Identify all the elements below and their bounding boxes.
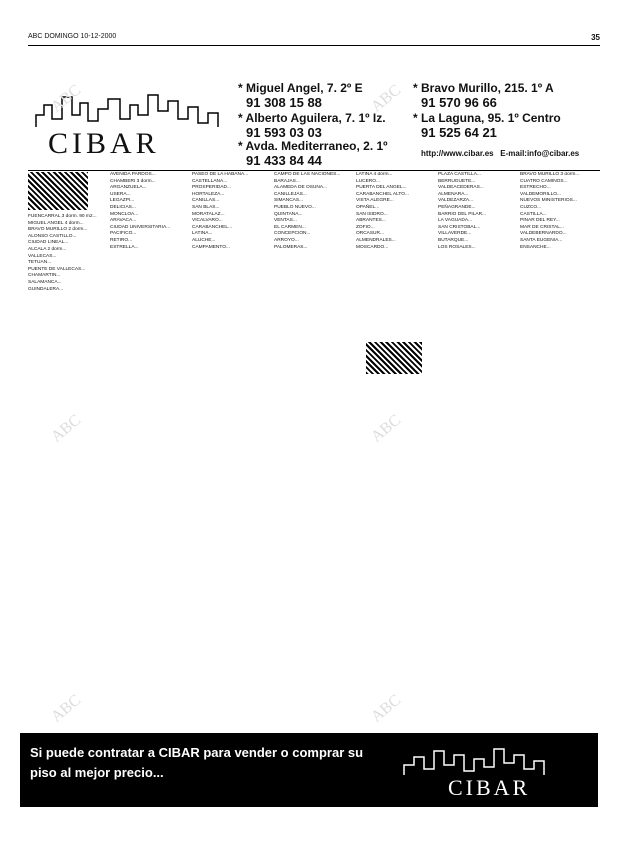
email-link[interactable]: E-mail:info@cibar.es <box>500 149 580 158</box>
classified-entry: ARAVACA... <box>110 218 137 224</box>
classified-entry: SAN BLAS... <box>192 204 220 210</box>
classified-entry: VALDEZARZA... <box>438 198 474 204</box>
classified-column <box>438 172 516 732</box>
classified-entry: CANILLAS... <box>192 198 220 204</box>
website-link[interactable]: http://www.cibar.es <box>421 149 494 158</box>
classified-entry: SAN ISIDRO... <box>356 211 388 217</box>
classified-entry: SANTA EUGENIA... <box>520 237 563 243</box>
classified-entry: PUENTE DE VALLECAS... <box>28 266 86 272</box>
classified-entry: PLAZA CASTILLA... <box>438 172 481 177</box>
classified-entry: MOSCARDO... <box>356 244 389 250</box>
cibar-banner <box>20 733 598 807</box>
web-contact <box>421 149 579 158</box>
classified-entry: ESTRELLA... <box>110 244 139 250</box>
classified-entry: MONCLOA... <box>110 211 139 217</box>
classified-entry: ALUCHE... <box>192 237 216 243</box>
classified-entry: LOS ROSALES... <box>438 244 476 250</box>
classified-entry: GUINDALERA... <box>28 286 64 292</box>
address-phone: 91 525 64 21 <box>421 125 497 140</box>
classified-entry: LUCERO... <box>356 178 380 184</box>
address-2 <box>238 111 386 140</box>
classified-entry: PALOMERAS... <box>274 244 308 250</box>
logo-text: CIBAR <box>48 127 160 160</box>
address-name: * Bravo Murillo, 215. 1º A <box>413 81 554 95</box>
classified-entry: CUATRO CAMINOS... <box>520 178 568 184</box>
classified-entry: VICALVARO... <box>192 218 223 224</box>
classified-entry: SAN CRISTOBAL... <box>438 224 481 230</box>
classified-entry: QUINTANA... <box>274 211 303 217</box>
address-name: * Miguel Angel, 7. 2º E <box>238 81 363 95</box>
classified-entry: PROSPERIDAD... <box>192 185 231 191</box>
address-3 <box>238 139 388 168</box>
classified-entry: PASEO DE LA HABANA... <box>192 172 249 177</box>
classified-entry: PINAR DEL REY... <box>520 218 560 224</box>
classified-column <box>356 172 434 732</box>
classified-entry: VISTA ALEGRE... <box>356 198 394 204</box>
classified-entry: FUENCARRAL 3 dorm. 90 m2... <box>28 214 97 219</box>
address-1 <box>238 81 363 110</box>
cibar-logo <box>28 75 233 169</box>
classified-entry: SIMANCAS... <box>274 198 304 204</box>
classified-entry: ENSANCHE... <box>520 244 551 250</box>
address-phone: 91 433 84 44 <box>246 153 322 168</box>
classified-column <box>274 172 352 732</box>
classified-entry: CAMPO DE LAS NACIONES... <box>274 172 341 177</box>
header-date: ABC DOMINGO 10-12-2000 <box>28 33 117 40</box>
address-phone: 91 593 03 03 <box>246 125 322 140</box>
classified-entry: PEÑAGRANDE... <box>438 204 476 210</box>
classified-column <box>28 172 106 732</box>
classified-entry: LA VAGUADA... <box>438 218 473 224</box>
classified-entry: ALMENDRALES... <box>356 237 396 243</box>
address-5 <box>413 111 561 140</box>
classified-entry: TETUAN... <box>28 260 52 266</box>
classified-entry: ALONSO CASTILLO... <box>28 233 77 239</box>
classified-entry: CONCEPCION... <box>274 231 311 237</box>
classified-entry: ALCALA 2 dorm... <box>28 246 67 252</box>
classified-entry: MORATALAZ... <box>192 211 225 217</box>
classified-entry: MIGUEL ANGEL 4 dorm... <box>28 220 84 226</box>
classified-entry: ESTRECHO... <box>520 185 551 191</box>
abc-watermark: ABC <box>368 81 405 116</box>
page-header <box>28 33 600 45</box>
classified-entry: CARABANCHEL ALTO... <box>356 191 409 197</box>
abc-watermark: ABC <box>368 411 405 446</box>
classified-entry: PUEBLO NUEVO... <box>274 204 316 210</box>
classified-entry: HORTALEZA... <box>192 191 225 197</box>
classified-entry: CUZCO... <box>520 204 542 210</box>
classified-entry: VALLECAS... <box>28 253 57 259</box>
classified-entry: PACIFICO... <box>110 231 137 237</box>
classified-entry: SALAMANCA... <box>28 279 62 285</box>
address-name: * La Laguna, 95. 1º Centro <box>413 111 561 125</box>
classified-entry: ABRANTES... <box>356 218 386 224</box>
classified-column <box>192 172 270 732</box>
classified-entry: LATINA... <box>192 231 213 237</box>
page-number: 35 <box>591 33 600 42</box>
classifieds-columns <box>28 172 600 732</box>
classified-entry: AVENIDA PARDOS... <box>110 172 156 177</box>
classified-entry: VALDEBERNARDO... <box>520 231 567 237</box>
classified-entry: CANILLEJAS... <box>274 191 307 197</box>
classified-column <box>110 172 188 732</box>
classified-entry: NUEVOS MINISTERIOS... <box>520 198 577 204</box>
classified-entry: CASTILLA... <box>520 211 547 217</box>
classified-entry: USERA... <box>110 191 131 197</box>
address-phone: 91 570 96 66 <box>421 95 497 110</box>
abc-watermark: ABC <box>368 691 405 726</box>
section-stamp <box>366 342 422 374</box>
classified-entry: BUTARQUE... <box>438 237 469 243</box>
ad-rule <box>28 170 600 171</box>
address-phone: 91 308 15 88 <box>246 95 322 110</box>
classified-entry: BRAVO MURILLO 2 dorm... <box>28 227 88 233</box>
classified-entry: PUERTA DEL ANGEL... <box>356 185 407 191</box>
classified-entry: CHAMBERI 3 dorm... <box>110 178 156 184</box>
banner-text: Si puede contratar a CIBAR para vender o comprar su piso al mejor precio... <box>30 745 364 780</box>
classified-entry: BERRUGUETE... <box>438 178 476 184</box>
classified-entry: RETIRO... <box>110 237 133 243</box>
header-rule <box>28 45 600 46</box>
address-name: * Avda. Mediterraneo, 2. 1º <box>238 139 388 153</box>
classified-entry: CIUDAD LINEAL... <box>28 240 69 246</box>
classified-entry: DELICIAS... <box>110 204 136 210</box>
abc-watermark: ABC <box>48 691 85 726</box>
classified-entry: ALMENARA... <box>438 191 469 197</box>
classified-entry: CAMPAMENTO... <box>192 244 230 250</box>
classified-entry: BRAVO MURILLO 3 dorm... <box>520 172 580 177</box>
banner-logo: CIBAR <box>448 775 531 800</box>
classified-entry: LATINA 4 dorm... <box>356 172 393 177</box>
classified-entry: BARRIO DEL PILAR... <box>438 211 487 217</box>
classified-entry: EL CARMEN... <box>274 224 306 230</box>
abc-watermark: ABC <box>48 411 85 446</box>
cibar-advert <box>28 75 600 169</box>
skyline-icon <box>400 737 580 777</box>
classified-entry: ALAMEDA DE OSUNA... <box>274 185 328 191</box>
abc-watermark: ABC <box>48 81 85 116</box>
classified-entry: ARGANZUELA... <box>110 185 147 191</box>
classified-entry: ORCASUR... <box>356 231 384 237</box>
classified-entry: ZOFIO... <box>356 224 375 230</box>
classified-entry: CASTELLANA... <box>192 178 228 184</box>
classified-entry: OPAÑEL... <box>356 204 380 210</box>
classified-entry: VENTAS... <box>274 218 297 224</box>
address-name: * Alberto Aguilera, 7. 1º Iz. <box>238 111 386 125</box>
classified-entry: VILLAVERDE... <box>438 231 472 237</box>
classified-entry: CARABANCHEL... <box>192 224 232 230</box>
address-4 <box>413 81 554 110</box>
classified-column <box>520 172 598 732</box>
classified-entry: CHAMARTIN... <box>28 273 61 279</box>
classified-entry: LEGAZPI... <box>110 198 135 204</box>
classified-entry: VALDEACEDERAS... <box>438 185 484 191</box>
classified-entry: VALDEMORILLO... <box>520 191 561 197</box>
classified-entry: BARAJAS... <box>274 178 300 184</box>
section-stamp <box>28 172 88 210</box>
classified-entry: MAR DE CRISTAL... <box>520 224 564 230</box>
classified-entry: ARROYO... <box>274 237 299 243</box>
classified-entry: CIUDAD UNIVERSITARIA... <box>110 224 171 230</box>
